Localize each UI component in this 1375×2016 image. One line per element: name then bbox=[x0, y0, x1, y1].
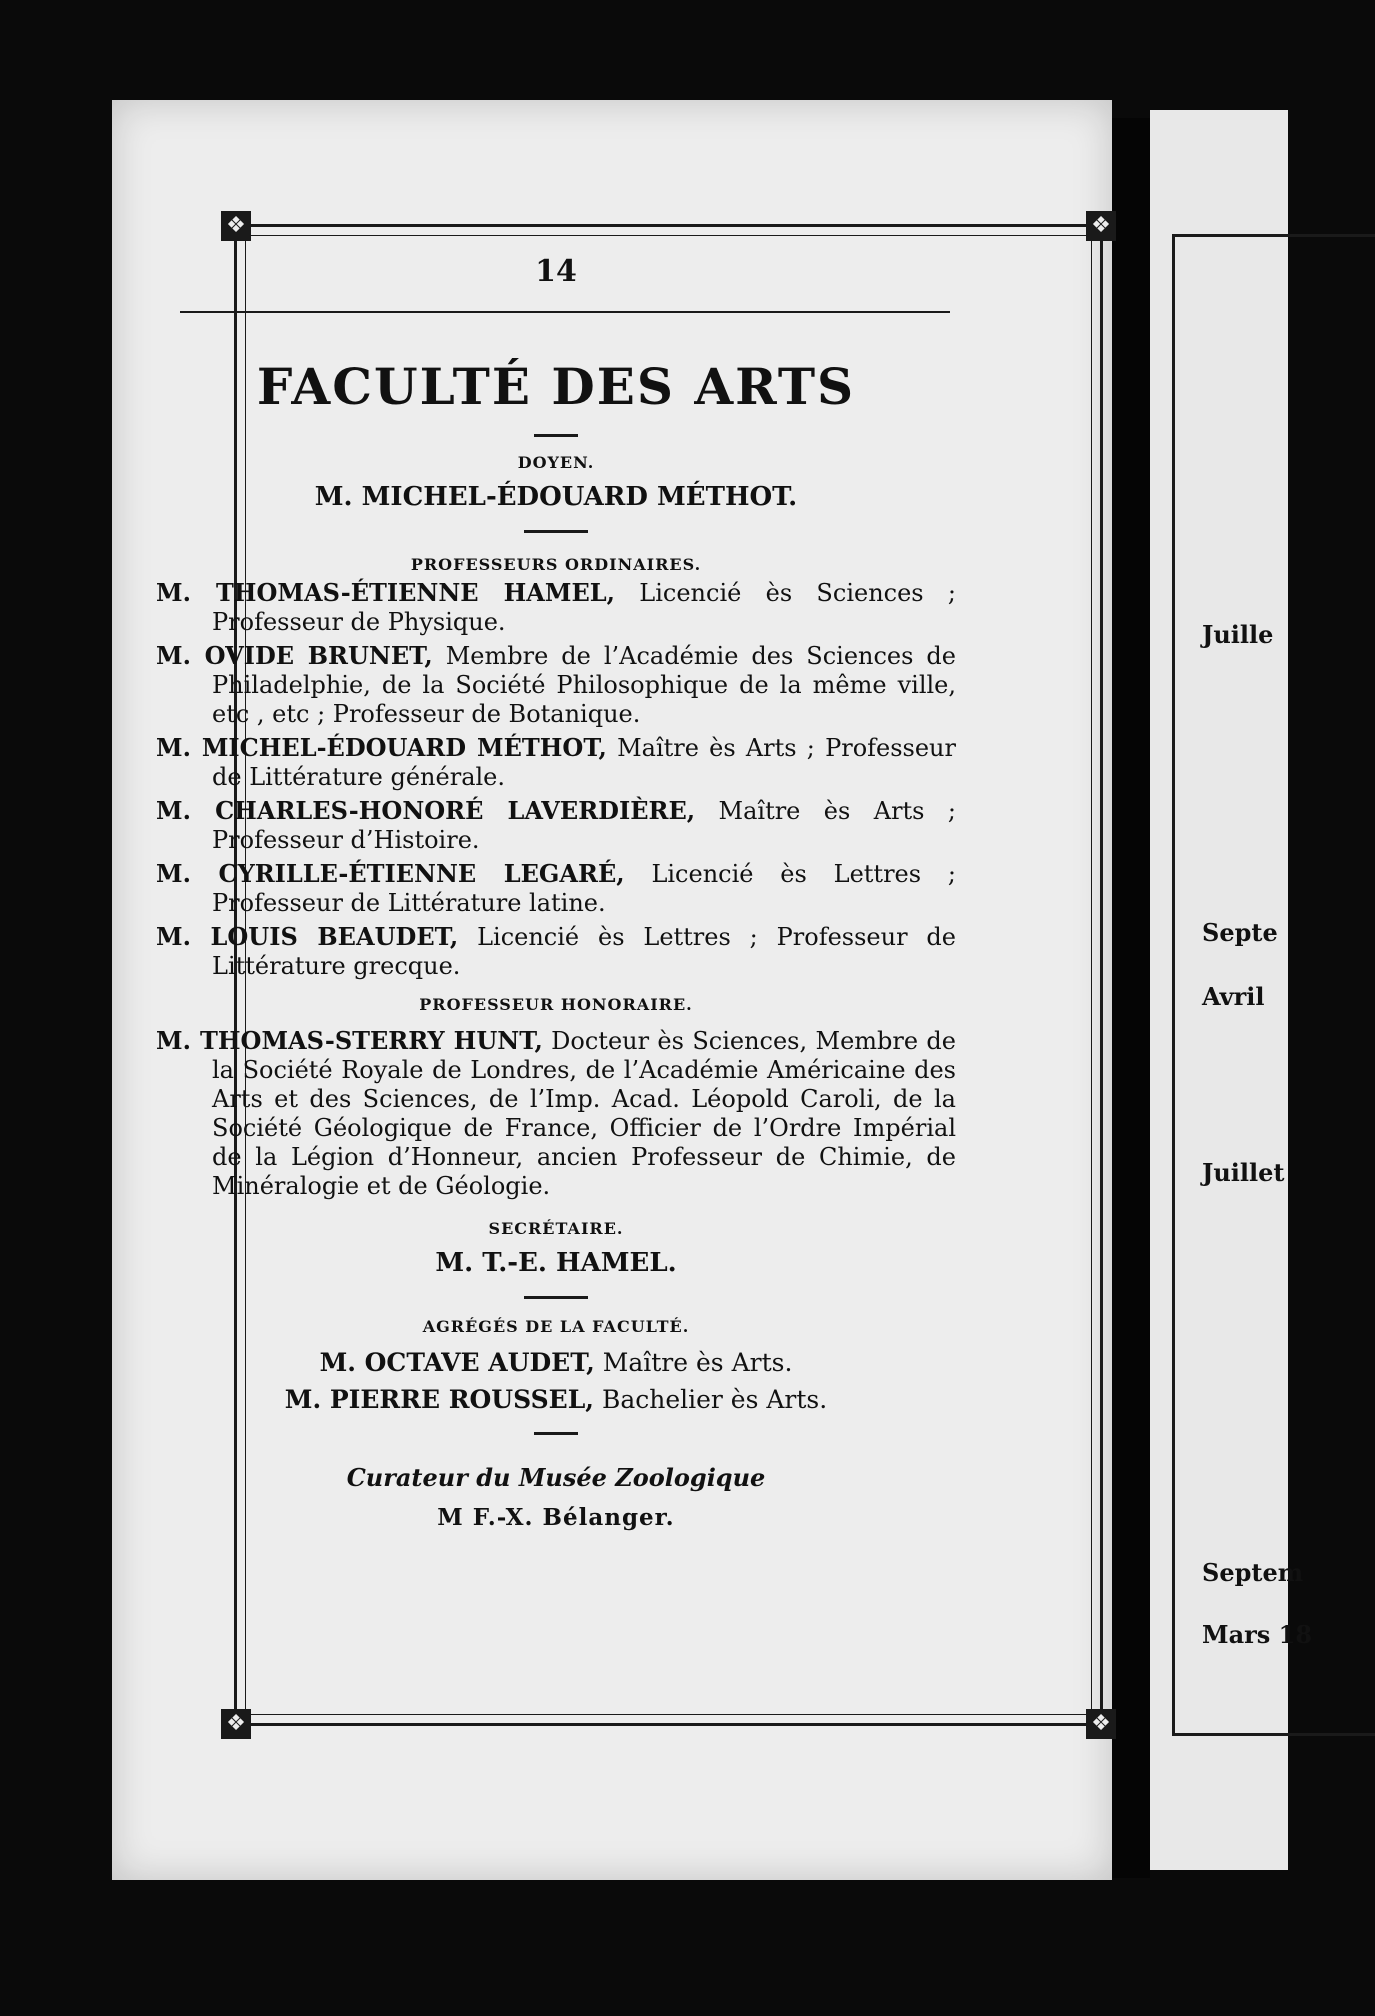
divider bbox=[534, 434, 578, 437]
agrege-name: M. PIERRE ROUSSEL, bbox=[284, 1385, 594, 1414]
professor-name: M. MICHEL-ÉDOUARD MÉTHOT, bbox=[156, 733, 607, 762]
professor-desc: Maître ès Arts ; Professeur d’Histoire. bbox=[212, 797, 957, 854]
divider bbox=[524, 530, 588, 533]
professor-entry bbox=[156, 733, 956, 792]
agrege-desc: Bachelier ès Arts. bbox=[594, 1385, 828, 1414]
divider bbox=[534, 1432, 578, 1435]
agrege-desc: Maître ès Arts. bbox=[594, 1348, 793, 1377]
curator-heading: Curateur du Musée Zoologique bbox=[346, 1463, 766, 1492]
next-page-word: Avril bbox=[1202, 982, 1265, 1011]
professor-name: M. THOMAS-STERRY HUNT, bbox=[156, 1026, 543, 1055]
professor-desc: Maître ès Arts ; Professeur de Littérature générale. bbox=[212, 734, 956, 791]
professor-entry bbox=[156, 796, 956, 855]
next-page-word: Septem bbox=[1202, 1558, 1304, 1587]
professor-name: M. CHARLES-HONORÉ LAVERDIÈRE, bbox=[156, 796, 696, 825]
honorary-entry bbox=[156, 1026, 956, 1201]
book-spine bbox=[1112, 118, 1150, 1878]
next-page-word: Septe bbox=[1202, 918, 1278, 947]
page-number: 14 bbox=[535, 254, 577, 289]
corner-ornament-icon: ❖ bbox=[1086, 1709, 1116, 1739]
doyen-name: M. MICHEL-ÉDOUARD MÉTHOT. bbox=[314, 482, 798, 512]
section-heading-ordinaires: PROFESSEURS ORDINAIRES. bbox=[410, 555, 702, 574]
professor-name: M. OVIDE BRUNET, bbox=[156, 641, 433, 670]
professor-name: M. THOMAS-ÉTIENNE HAMEL, bbox=[156, 578, 615, 607]
secretary-name: M. T.-E. HAMEL. bbox=[435, 1248, 677, 1278]
professor-desc: Licencié ès Lettres ; Professeur de Littérature latine. bbox=[212, 860, 956, 917]
professors-list bbox=[156, 578, 956, 981]
agrege-entry bbox=[156, 1385, 956, 1414]
professor-desc: Licencié ès Sciences ; Professeur de Physique. bbox=[212, 579, 956, 636]
professor-name: M. LOUIS BEAUDET, bbox=[156, 922, 459, 951]
page-title: FACULTÉ DES ARTS bbox=[256, 357, 856, 416]
agrege-entry bbox=[156, 1348, 956, 1377]
professor-entry bbox=[156, 859, 956, 918]
page-content bbox=[156, 150, 956, 1531]
professor-desc: Membre de l’Académie des Sciences de Philadelphie, de la Société Philosophique de la même ville, etc , etc ; Professeur de Botanique. bbox=[212, 642, 956, 728]
agrege-name: M. OCTAVE AUDET, bbox=[319, 1348, 595, 1377]
section-heading-honoraire: PROFESSEUR HONORAIRE. bbox=[419, 995, 693, 1014]
corner-ornament-icon: ❖ bbox=[221, 211, 251, 241]
corner-ornament-icon: ❖ bbox=[221, 1709, 251, 1739]
professor-entry bbox=[156, 922, 956, 981]
section-heading-agreges: AGRÉGÉS DE LA FACULTÉ. bbox=[422, 1317, 690, 1336]
professor-desc: Licencié ès Lettres ; Professeur de Littérature grecque. bbox=[212, 923, 956, 980]
curator-name: M F.-X. Bélanger. bbox=[437, 1504, 675, 1531]
header-rule bbox=[180, 311, 950, 313]
professor-name: M. CYRILLE-ÉTIENNE LEGARÉ, bbox=[156, 859, 625, 888]
divider bbox=[524, 1296, 588, 1299]
section-heading-doyen: DOYEN. bbox=[517, 453, 595, 472]
professor-entry bbox=[156, 578, 956, 637]
next-page-word: Juille bbox=[1202, 620, 1274, 649]
next-page-fragment bbox=[1150, 110, 1313, 1870]
next-page-word: Mars 18 bbox=[1202, 1620, 1313, 1649]
next-page-word: Juillet bbox=[1202, 1158, 1285, 1187]
professor-desc: Docteur ès Sciences, Membre de la Société Royale de Londres, de l’Académie Américaine des Arts et des Sciences, de l’Imp. Acad. Léopold Caroli, de la Société Géologique de France, Officier de l’Ordre Impérial de la Légion d’Honneur, ancien Professeur de Chimie, de Minéralogie et de Géologie. bbox=[212, 1027, 956, 1200]
corner-ornament-icon: ❖ bbox=[1086, 211, 1116, 241]
professor-entry bbox=[156, 641, 956, 729]
section-heading-secretaire: SECRÉTAIRE. bbox=[488, 1219, 624, 1238]
